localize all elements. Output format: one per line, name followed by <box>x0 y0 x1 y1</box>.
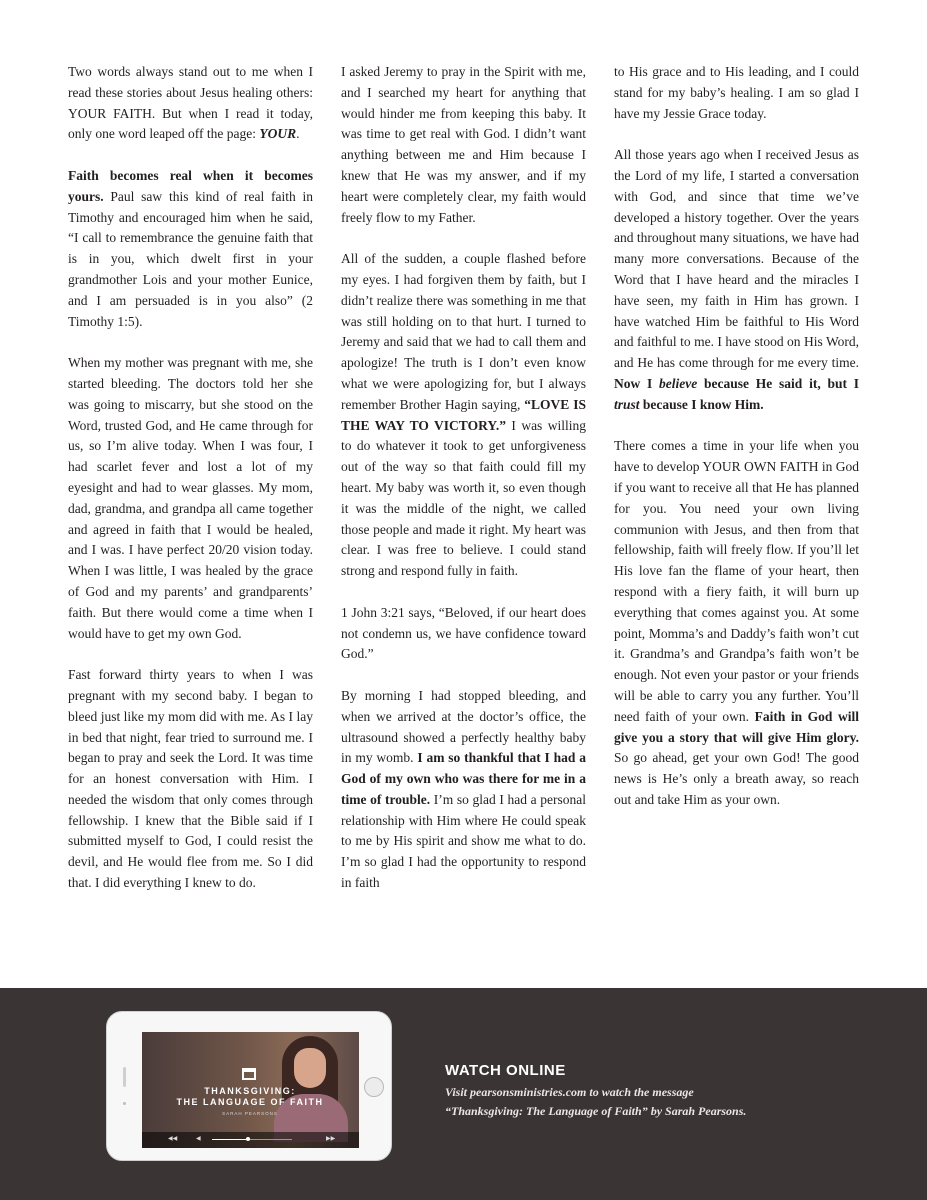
brand-logo-icon <box>242 1068 256 1080</box>
watch-online-text: Visit pearsonsministries.com to watch the message <box>445 1085 694 1099</box>
paragraph: to His grace and to His leading, and I could stand for my baby’s healing. I am so glad I have my Jessie Grace today. <box>614 64 859 121</box>
speaker-photo <box>270 1032 352 1136</box>
paragraph: All those years ago when I received Jesus as the Lord of my life, I started a conversation with God, and since that time we’ve developed a history together. Over the years and throughout many situations, we have had many more conversations. Because of the Word that I have heard and the miracles I have seen, my faith in Him has grown. I have watched Him be faithful to His Word and faithful to me. I have stood on His Word, and He has come through for me every time. Now I believe because He said it, but I trust because I know Him. <box>614 147 859 412</box>
rewind-icon[interactable]: ◀◀ <box>168 1135 178 1142</box>
paragraph: Two words always stand out to me when I read these stories about Jesus healing others: YOUR FAITH. But when I read it today, only one word leaped off the page: YOUR. <box>68 64 313 142</box>
progress-bar[interactable] <box>212 1139 292 1140</box>
article-column-1 <box>68 62 313 915</box>
paragraph: All of the sudden, a couple flashed before my eyes. I had forgiven them by faith, but I didn’t realize there was something in me that was still holding on to that hurt. I turned to Jeremy and said that we had to call them and apologize! The truth is I don’t even know what we were apologizing for, but I always remember Brother Hagin saying, “LOVE IS THE WAY TO VICTORY.” I was willing to do whatever it took to get unforgiveness out of the way so that faith could fill my heart. My baby was worth it, so even though it was the middle of the night, we called those people and made it right. My heart was clear. I was free to believe. I could stand strong and respond fully in faith. <box>341 251 586 579</box>
forward-icon[interactable]: ▶▶ <box>326 1135 336 1142</box>
emphasis: YOUR <box>259 126 297 142</box>
video-controls <box>142 1132 359 1148</box>
phone-camera <box>123 1102 126 1105</box>
video-subtitle: SARAH PEARSONS <box>222 1111 278 1116</box>
video-title: THANKSGIVING: THE LANGUAGE OF FAITH <box>176 1086 324 1107</box>
progress-fill <box>212 1139 248 1140</box>
watch-online-heading: WATCH ONLINE <box>445 1062 566 1079</box>
footer-banner <box>0 988 927 1200</box>
paragraph: I asked Jeremy to pray in the Spirit with me, and I searched my heart for anything that would hinder me from keeping this baby. It was time to get real with God. I didn’t want anything between me and Him because I knew that He was my answer, and if my heart were completely clear, my faith would freely flow to my Father. <box>341 64 586 225</box>
back-icon[interactable]: ◀ <box>196 1135 201 1142</box>
paragraph: Faith becomes real when it becomes yours. Paul saw this kind of real faith in Timothy and encouraged him when he said, “I call to remembrance the genuine faith that is in you, which dwelt first in your grandmother Lois and your mother Eunice, and I am persuaded is in you also” (2 Timothy 1:5). <box>68 167 313 329</box>
bold-text: Now I believe because He said it, but I trust because I know Him. <box>614 375 859 412</box>
bold-text: “LOVE IS THE WAY TO VICTORY.” <box>341 396 586 433</box>
bold-text: I am so thankful that I had a God of my own who was there for me in a time of trouble. <box>341 750 586 807</box>
paragraph: When my mother was pregnant with me, she started bleeding. The doctors told her she was going to miscarry, but she stood on the Word, trusted God, and He came through for us, so I’m alive today. When I was four, I had scarlet fever and lost a lot of my eyesight and had to wear glasses. My mom, dad, grandma, and grandpa all came together and agreed in faith that I would be healed, and I was. I have perfect 20/20 vision today. When I was little, I was healed by the grace of God and my parents’ and grandparents’ faith. But there would come a time when I would have to get my own God. <box>68 355 313 641</box>
phone-speaker <box>123 1067 126 1087</box>
watch-online-text: “Thanksgiving: The Language of Faith” by Sarah Pearsons. <box>445 1104 747 1118</box>
bold-text: Faith becomes real when it becomes yours. <box>68 167 313 204</box>
article-column-3 <box>614 62 859 831</box>
bold-text: Faith in God will give you a story that will give Him glory. <box>614 708 859 745</box>
paragraph: Fast forward thirty years to when I was pregnant with my second baby. I began to bleed just like my mom did with me. As I lay in bed that night, fear tried to surround me. I began to pray and seek the Lord. It was time for an honest conversation with Him. I needed the wisdom that only comes through fellowship. I knew that the Bible said if I submitted myself to God, I could resist the devil, and He would flee from me. So I did that. I did everything I knew to do. <box>68 667 313 891</box>
paragraph: There comes a time in your life when you have to develop YOUR OWN FAITH in God if you want to receive all that He has planned for you. You need your own living communion with Jesus, and then from that fellowship, faith will freely flow. If you’ll let His love fan the flame of your heart, then respond with a fiery faith, it will burn up everything that comes against you. At some point, Momma’s and Daddy’s faith won’t cut it. Grandma’s and Grandpa’s faith won’t be enough. Not even your pastor or your friends will be able to carry you any further. You’ll need faith of your own. Faith in God will give you a story that will give Him glory. So go ahead, get your own God! The good news is He’s only a breath away, so reach out and take Him as your own. <box>614 438 859 807</box>
paragraph: By morning I had stopped bleeding, and when we arrived at the doctor’s office, the ultrasound showed a perfectly healthy baby in my womb. I am so thankful that I had a God of my own who was there for me in a time of trouble. I’m so glad I had a personal relationship with Him where He could speak to me by His spirit and show me what to do. I’m so glad I had the opportunity to respond in faith <box>341 687 587 891</box>
progress-knob[interactable] <box>246 1137 250 1141</box>
home-button <box>364 1077 384 1097</box>
phone-mockup <box>106 1011 392 1161</box>
article-column-2 <box>341 62 586 915</box>
video-player[interactable] <box>142 1032 359 1148</box>
paragraph: 1 John 3:21 says, “Beloved, if our heart does not condemn us, we have confidence toward God.” <box>341 604 586 662</box>
